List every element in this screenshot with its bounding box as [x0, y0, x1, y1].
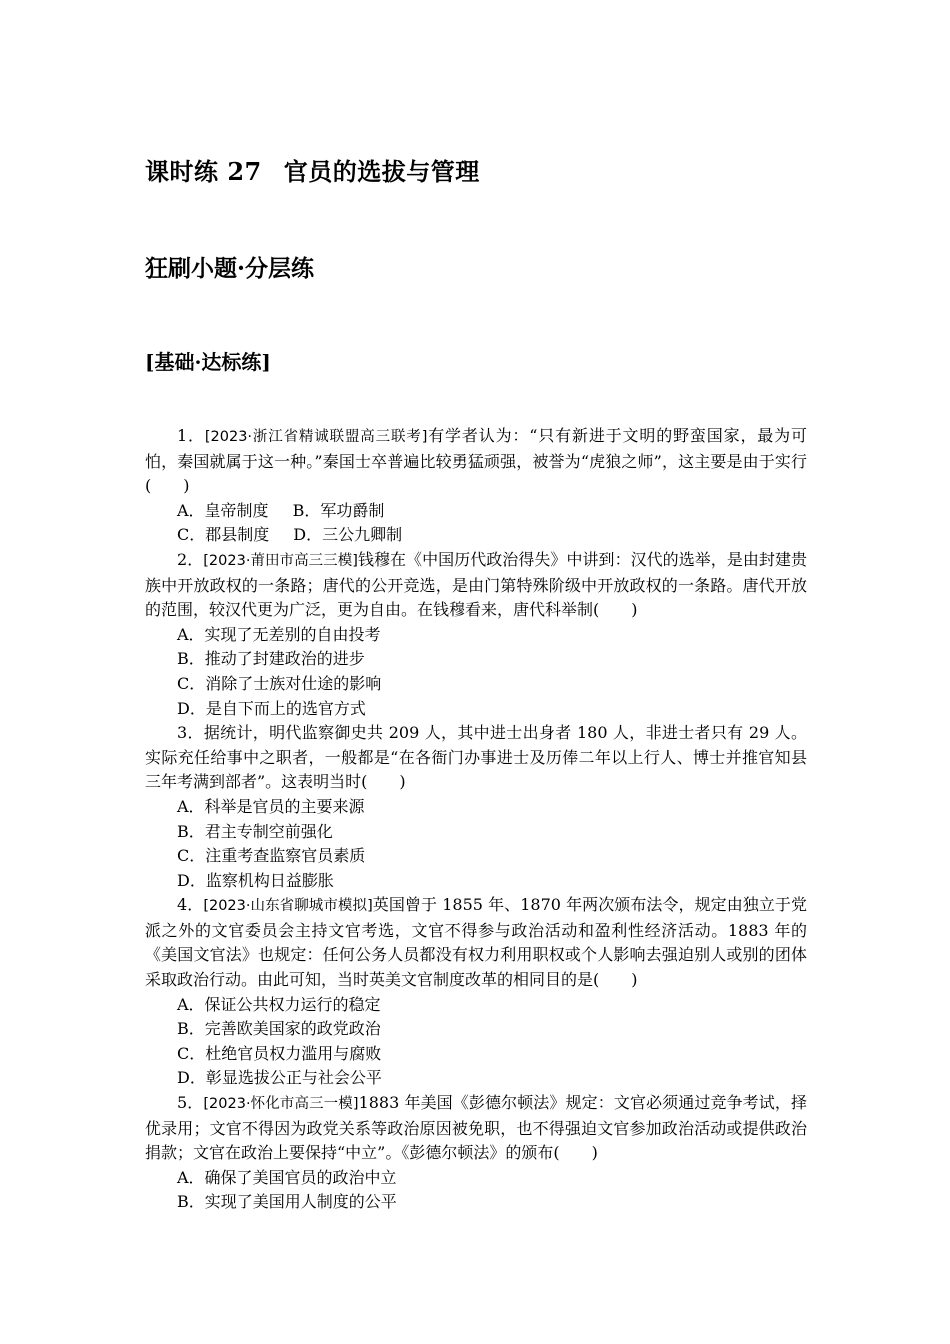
question-2-stem	[145, 548, 807, 623]
question-1-option-a: A．皇帝制度	[177, 500, 269, 520]
question-2-option-b: B．推动了封建政治的进步	[177, 649, 365, 669]
question-5-option-a: A．确保了美国官员的政治中立	[177, 1167, 397, 1187]
question-1-options-row-1	[145, 499, 807, 524]
question-2-text: 钱穆在《中国历代政治得失》中讲到：汉代的选举，是由封建贵族中开放政权的一条路；唐代的公开竞选，是由门第特殊阶级中开放政权的一条路。唐代开放的范围，较汉代更为广泛，更为自由。在钱穆看来，唐代科举制( )	[145, 549, 807, 620]
question-4-source: [2023·山东省聊城市模拟]	[203, 898, 373, 915]
question-5-stem	[145, 1091, 807, 1166]
question-3-number: 3．	[177, 723, 204, 743]
question-2-source: [2023·莆田市高三三模]	[203, 552, 358, 569]
question-5-option-b: B．实现了美国用人制度的公平	[177, 1192, 397, 1212]
question-3-text: 据统计，明代监察御史共 209 人，其中进士出身者 180 人，非进士者只有 29 人。实际充任给事中之职者，一般都是“在各衙门办事进士及历俸二年以上行人、博士并推官知县三年考满到部者”。这表明当时( )	[145, 723, 807, 792]
question-2-number: 2．	[177, 549, 204, 569]
question-1-stem	[145, 424, 807, 499]
page-subtitle: 狂刷小题·分层练	[145, 255, 315, 282]
question-2-option-d: D．是自下而上的选官方式	[177, 698, 366, 718]
question-1-option-c: C．郡县制度	[177, 525, 270, 545]
section-heading: [基础·达标练]	[145, 350, 271, 374]
question-1-options-row-2	[145, 523, 807, 548]
question-4-option-c: C．杜绝官员权力滥用与腐败	[177, 1043, 382, 1063]
question-2-option-c: C．消除了士族对仕途的影响	[177, 673, 382, 693]
title-text: 官员的选拔与管理	[283, 157, 480, 186]
page-title	[145, 152, 480, 187]
question-1-source: [2023·浙江省精诚联盟高三联考]	[204, 429, 428, 445]
question-5-text: 1883 年美国《彭德尔顿法》规定：文官必须通过竞争考试，择优录用；文官不得因为政党关系等政治原因被免职，也不得强迫文官参加政治活动或提供政治捐款；文官在政治上要保持“中立”。《彭德尔顿法》的颁布( )	[145, 1093, 807, 1163]
question-5-number: 5．	[177, 1093, 204, 1113]
title-number: 课时练 27	[145, 157, 262, 186]
question-list	[145, 424, 807, 1215]
question-3-option-b: B．君主专制空前强化	[177, 821, 333, 841]
question-3-option-a: A．科举是官员的主要来源	[177, 796, 365, 816]
question-3-option-c: C．注重考查监察官员素质	[177, 846, 366, 866]
question-1-option-b: B．军功爵制	[292, 500, 385, 520]
question-4-number: 4．	[177, 895, 204, 915]
question-4-option-a: A．保证公共权力运行的稳定	[177, 994, 381, 1014]
question-3-option-d: D．监察机构日益膨胀	[177, 870, 334, 890]
question-4-option-b: B．完善欧美国家的政党政治	[177, 1019, 381, 1039]
question-1-text: 有学者认为：“只有新进于文明的野蛮国家，最为可怕，秦国就属于这一种。”秦国士卒普遍比较勇猛顽强，被誉为“虎狼之师”，这主要是由于实行( )	[145, 426, 807, 496]
question-4-stem	[145, 893, 807, 992]
question-5-source: [2023·怀化市高三一模]	[203, 1096, 359, 1113]
question-2-option-a: A．实现了无差别的自由投考	[177, 624, 381, 644]
question-3-stem	[145, 721, 807, 795]
question-4-text: 英国曾于 1855 年、1870 年两次颁布法令，规定由独立于党派之外的文官委员会主持文官考选，文官不得参与政治活动和盈利性经济活动。1883 年的《美国文官法》也规定：任何公务人员都没有权力利用职权或个人影响去强迫别人或别的团体采取政治行动。由此可知，当时英美文官制度改革的相同目的是( )	[145, 895, 807, 990]
question-1-option-d: D．三公九卿制	[293, 525, 403, 545]
question-1-number: 1．	[177, 426, 205, 445]
question-4-option-d: D．彰显选拔公正与社会公平	[177, 1068, 382, 1088]
